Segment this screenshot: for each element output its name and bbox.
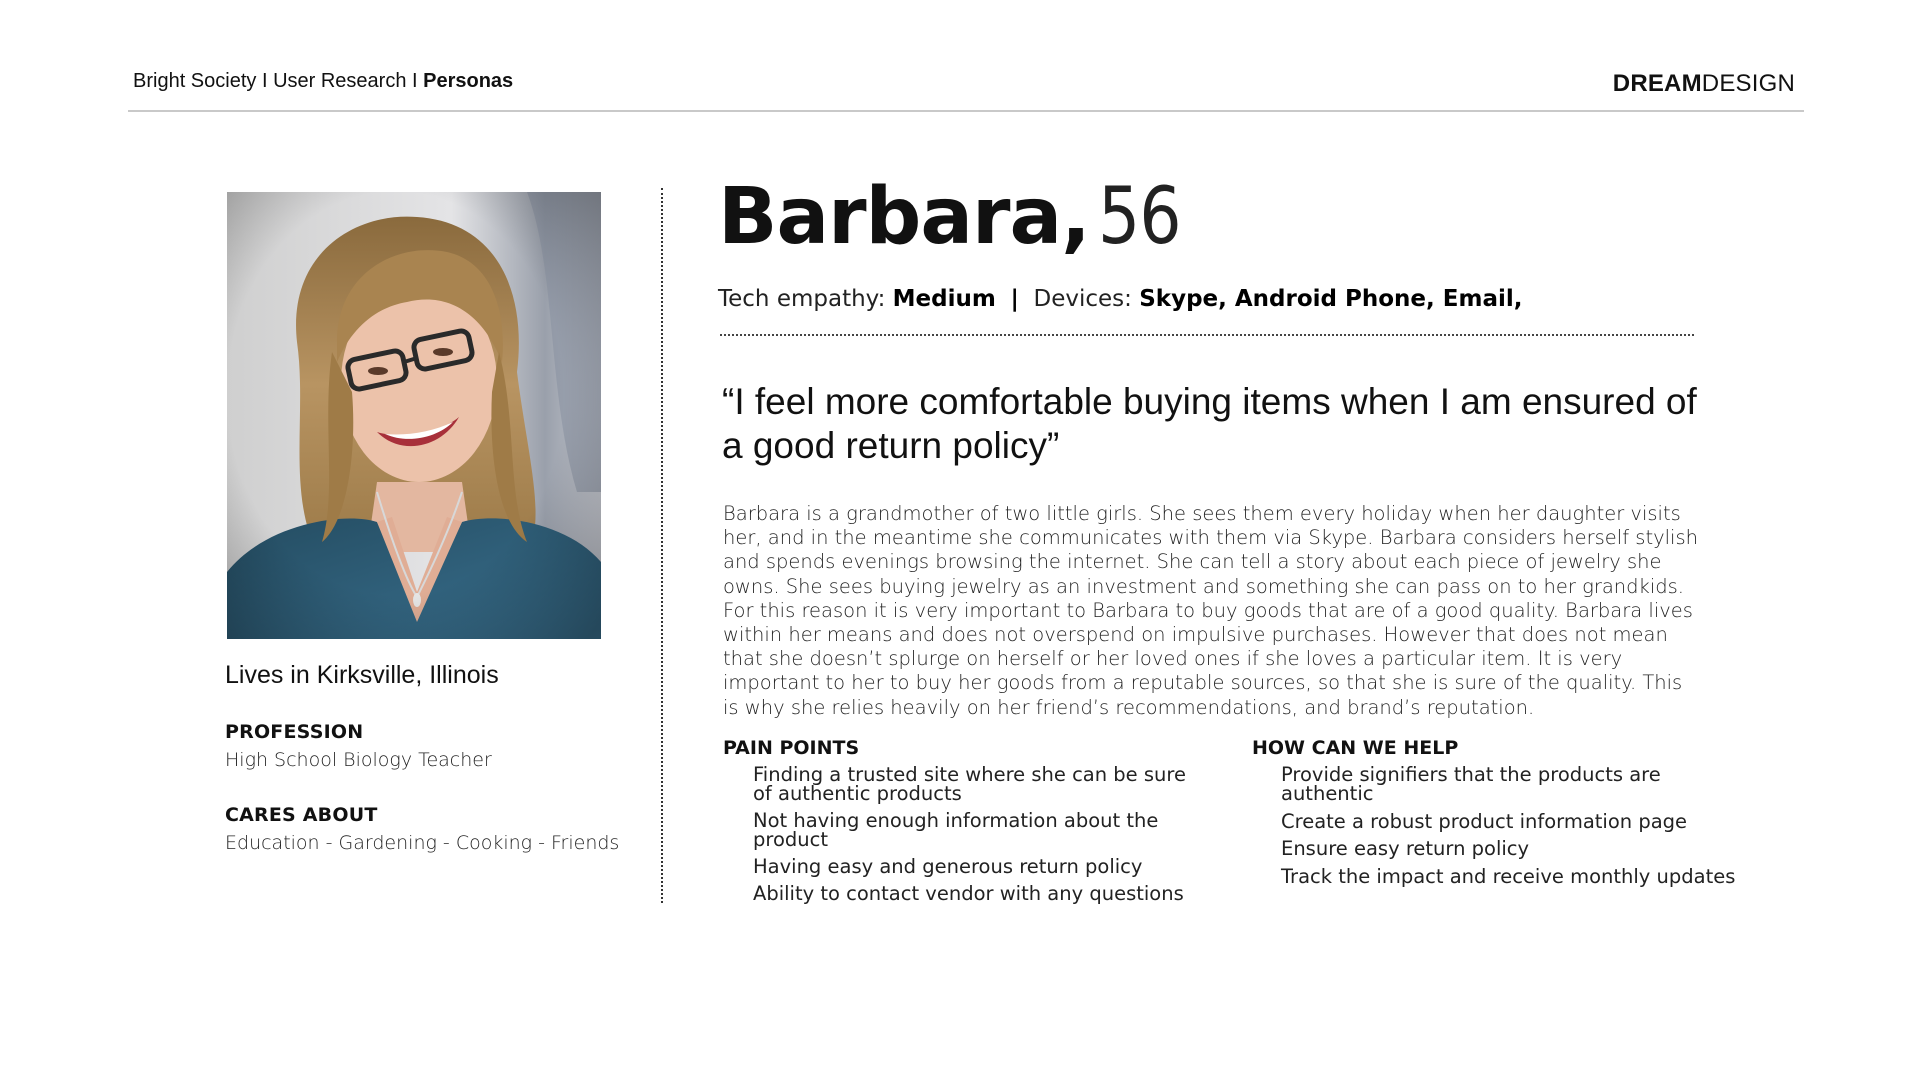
brand-logo bbox=[1613, 70, 1795, 98]
cares-about-value: Education - Gardening - Cooking - Friends bbox=[225, 832, 620, 854]
title-divider bbox=[720, 334, 1694, 336]
persona-age: 56 bbox=[1097, 172, 1181, 262]
list-item: Provide signifiers that the products are authentic bbox=[1281, 763, 1661, 805]
persona-quote: “I feel more comfortable buying items when I am ensured of a good return policy” bbox=[722, 381, 1697, 466]
tech-divider: | bbox=[1010, 286, 1019, 312]
breadcrumb-separator: I bbox=[406, 70, 424, 92]
persona-location: Lives in Kirksville, Illinois bbox=[225, 661, 499, 689]
list-item: Ability to contact vendor with any questions bbox=[753, 882, 1184, 905]
devices-label: Devices: bbox=[1033, 286, 1132, 312]
breadcrumb-item-bright-society[interactable]: Bright Society bbox=[133, 70, 257, 92]
breadcrumb-item-personas: Personas bbox=[423, 70, 514, 92]
list-item: Not having enough information about the product bbox=[753, 809, 1159, 851]
pain-points-list bbox=[753, 765, 1193, 911]
profession-value: High School Biology Teacher bbox=[225, 749, 492, 771]
list-item: Track the impact and receive monthly updates bbox=[1281, 864, 1736, 888]
persona-photo bbox=[227, 192, 601, 639]
tech-devices-line bbox=[718, 286, 1522, 312]
list-item: Ensure easy return policy bbox=[1281, 837, 1530, 860]
cares-about-heading: CARES ABOUT bbox=[225, 804, 378, 826]
devices-value: Skype, Android Phone, Email, bbox=[1139, 286, 1523, 312]
tech-empathy-value: Medium bbox=[892, 286, 996, 312]
profession-heading: PROFESSION bbox=[225, 721, 364, 743]
persona-name-text: Barbara, bbox=[718, 172, 1090, 262]
breadcrumb-item-user-research[interactable]: User Research bbox=[273, 70, 407, 92]
breadcrumb-separator: I bbox=[256, 70, 274, 92]
column-divider bbox=[661, 188, 663, 903]
how-can-we-help-heading: HOW CAN WE HELP bbox=[1252, 737, 1459, 759]
brand-logo-bold: DREAM bbox=[1612, 70, 1702, 97]
brand-logo-light: DESIGN bbox=[1701, 70, 1795, 97]
list-item: Having easy and generous return policy bbox=[753, 855, 1143, 878]
header-divider bbox=[128, 110, 1804, 112]
persona-name bbox=[718, 172, 1195, 262]
pain-points-heading: PAIN POINTS bbox=[723, 737, 860, 759]
breadcrumb bbox=[133, 70, 513, 93]
persona-photo-illustration bbox=[227, 192, 601, 639]
how-can-we-help-list bbox=[1281, 765, 1751, 894]
list-item: Finding a trusted site where she can be sure of authentic products bbox=[753, 763, 1186, 805]
persona-bio: Barbara is a grandmother of two little girls. She sees them every holiday when her daughter visits her, and in the meantime she communicates with them via Skype. Barbara considers herself stylish and spends evenings browsing the internet. She can tell a story about each piece of jewelry she owns. She sees buying jewelry as an investment and something she can pass on to her grandkids. For this reason it is very important to Barbara to buy goods that are of a good quality. Barbara lives within her means and does not overspend on impulsive purchases. However that does not mean that she doesn’t splurge on herself or her loved ones if she loves a particular item. It is very important to her to buy her goods from a reputable sources, so that she is sure of the quality. This is why she relies heavily on her friend’s recommendations, and brand’s reputation. bbox=[723, 502, 1698, 719]
tech-empathy-label: Tech empathy: bbox=[718, 286, 886, 312]
list-item: Create a robust product information page bbox=[1281, 809, 1688, 833]
